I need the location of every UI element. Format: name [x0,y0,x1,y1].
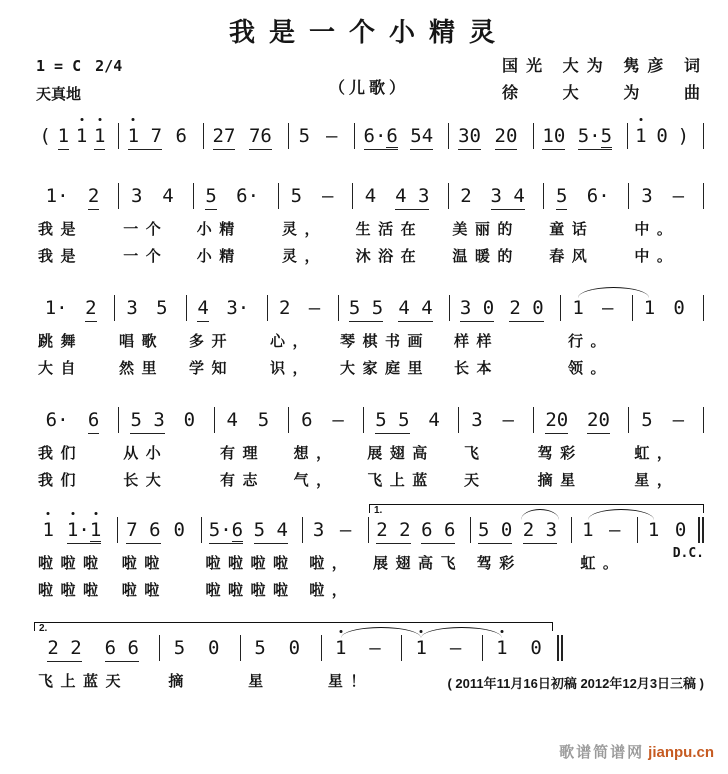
note: 5 [290,185,303,207]
notes-wrap [34,171,704,215]
lyrics-wrap [34,552,704,576]
note: 20 [587,409,610,434]
notes-row [34,171,704,215]
lyrics-wrap [34,442,704,466]
key-time-signature [36,57,136,75]
note: 1 [334,637,347,659]
lyric-segment [634,357,704,381]
note: 5 [298,125,311,147]
draft-note: ( 2011年11月16日初稿 2012年12月3日三稿 ) [447,676,704,691]
measure [355,125,449,155]
note: – [369,637,381,659]
note: 5 [257,409,270,431]
note: 1 [42,519,54,541]
lyric-segment: 气， [293,473,339,489]
note: 5 [556,185,567,210]
note: 6 [301,409,313,431]
measure [303,519,369,549]
note-group [578,125,612,150]
measure [450,297,561,327]
note: 5 [156,297,168,319]
lyrics-row [34,357,704,381]
note: 2 [88,185,99,210]
measure [534,125,628,155]
lyric-segment: 沐浴在 [355,249,424,265]
measure [402,637,483,667]
lyric-segment: 飞 [463,446,487,462]
measure [34,637,160,667]
note: 0 [183,409,196,431]
lyric-segment: 春风 [549,249,595,265]
measure [628,125,704,155]
measure [369,519,471,549]
note [139,125,150,150]
note: – [325,125,338,147]
note: 6· [236,185,260,207]
note: 3· [226,297,250,319]
lyric-segment: 天 [463,473,487,489]
measure [449,125,534,155]
note: 4 [226,409,238,431]
measure [279,185,354,215]
note: – [321,185,334,207]
lyric-segment: 我们 [38,473,84,489]
note: 7 [151,125,162,150]
note: 2 0 [509,297,543,322]
system-intro [34,111,704,155]
note: 1 [415,637,427,659]
measure [34,125,119,155]
note: – [339,519,352,541]
lyric-segment [369,579,473,603]
system-verse-c [34,395,704,493]
lyric-segment: 行。 [568,334,614,350]
lyric-segment: 灵， [282,249,328,265]
measure [119,125,204,155]
note: 5 5 [375,409,409,434]
note: – [449,637,462,659]
note: 5 4 [254,519,288,544]
note: 1 [582,519,594,541]
note-group [67,519,101,544]
system-verse-a [34,171,704,269]
note: 0 [673,297,685,319]
lyric-segment: 童话 [549,222,595,238]
key-signature: 1 = C [36,57,82,75]
volta-bracket [369,504,704,516]
note: 4 3 [395,185,429,210]
measure [289,125,356,155]
note: 6· [586,185,610,207]
volta-bracket [34,622,553,634]
lyric-segment: 从小 [123,446,169,462]
note: 4 [162,185,174,207]
lyrics-wrap [34,330,704,354]
note: 1 [635,125,647,147]
note: 3 [312,519,325,541]
lyric-segment: 学知 [189,361,235,377]
measure [241,637,322,667]
measure [34,297,115,327]
note: 3 [471,409,483,431]
watermark-site: 歌谱简谱网 [559,744,645,761]
note: 5 3 [130,409,164,434]
note: 1 [128,125,139,150]
lyrics-row [34,442,704,466]
lyric-segment: 驾彩 [537,446,583,462]
lyric-segment: 啦啦 [121,556,167,572]
page-title: 我是一个小精灵 [228,18,509,47]
lyric-segment: 一个 [123,249,169,265]
note: 0 [656,125,668,147]
note: 4 [428,409,440,431]
note: 30 [458,125,481,150]
note: 1 [94,125,105,150]
note: 6· [364,125,387,150]
lyric-segment: 啦， [309,556,355,572]
note: 5 5 [349,297,383,322]
measure [629,409,704,439]
measure [268,297,339,327]
lyric-segment: 跳舞 [38,334,84,350]
note: 6 [175,125,187,147]
note: 27 [213,125,236,150]
lyric-segment: 多开 [189,334,235,350]
note: 0 [173,519,185,541]
measure [572,519,638,549]
lyric-segment: 生活在 [355,222,424,238]
notes-row [34,395,704,439]
composer-credit: 徐 大 为 曲 [502,85,700,102]
system-verse-b [34,283,704,381]
note-group [128,125,162,150]
measure [34,519,118,549]
lyric-segment: 我是 [38,222,84,238]
measure [119,409,214,439]
measure [633,297,704,327]
barline [703,407,704,433]
barline [557,635,563,661]
note: 54 [410,125,433,150]
note: – [332,409,344,431]
lyric-segment: 虹， [634,446,680,462]
note: 6 [88,409,99,434]
lyric-segment: 摘 [168,674,191,690]
lyric-segment: 领。 [568,361,614,377]
note: 2 3 [523,519,557,544]
note: 0 [674,519,687,541]
lyric-segment: 长本 [454,361,500,377]
lyric-segment: 驾彩 [476,556,522,572]
measure [471,519,573,549]
credits-block [502,53,700,107]
note: 76 [249,125,272,150]
system-la-section-volta1 [34,499,704,603]
volta-label: 2. [39,623,48,634]
lyrics-row [34,245,704,269]
measure [483,637,564,667]
note: 10 [542,125,565,150]
lyric-segment: 唱歌 [119,334,165,350]
lyric-segment: 想， [293,446,339,462]
lyrics-row [34,670,704,694]
lyrics-wrap [34,469,704,493]
time-signature: 2/4 [95,57,123,75]
note: 3 [641,185,653,207]
note: 0 [288,637,301,659]
lyrics-row [34,218,704,242]
lyric-segment: 美丽的 [452,222,520,238]
note: 20 [545,409,568,434]
lyric-segment: 心， [270,334,316,350]
note: 1· [44,297,68,319]
note: ( [39,125,51,147]
note: 1 [572,297,584,319]
measure [119,185,194,215]
lyrics-row [34,552,704,576]
notes-row [34,111,704,155]
note: 5 [601,125,612,150]
note: 0 [208,637,220,659]
tempo-marking: 天真地 [36,86,82,103]
note: 5 [173,637,186,659]
note: 6· [45,409,69,431]
lyric-segment: 我们 [38,446,84,462]
lyric-segment: 展翅高飞 [373,556,464,572]
measure [289,409,364,439]
lyric-segment: 样样 [454,334,500,350]
lyric-segment [473,579,577,603]
measure [34,185,119,215]
lyric-segment: 中。 [634,222,680,238]
note: 4 [364,185,377,207]
note: 1 [496,637,508,659]
note: 3 4 [491,185,525,210]
lyric-segment: 有志 [220,473,266,489]
note: 5· [578,125,601,150]
measure [115,297,186,327]
lyric-segment: 大家庭里 [340,361,431,377]
note: – [502,409,514,431]
measure [544,185,629,215]
measure [215,409,290,439]
lyric-segment: 飞上蓝天 [38,674,129,690]
note: 20 [495,125,518,150]
note: 5 0 [478,519,512,544]
note: 2 [85,297,96,322]
barline [703,183,704,209]
measure [449,185,544,215]
lyrics-row [34,469,704,493]
lyric-segment: 长大 [123,473,169,489]
lyric-segment: 一个 [123,222,169,238]
lyric-segment: 啦， [309,583,355,599]
lyrics-row [34,579,704,603]
lyric-segment: 星， [634,473,680,489]
lyric-segment: 温暖的 [452,249,520,265]
lyrics-wrap [34,218,704,242]
lyric-segment: 灵， [282,222,328,238]
lyric-segment: 啦啦啦啦 [205,583,296,599]
lyrics-wrap [34,245,704,269]
barline [703,295,704,321]
lyric-segment: 星！ [327,674,373,690]
lyric-segment: 飞上蓝 [367,473,435,489]
note: 1 [647,519,660,541]
lyric-segment: 我是 [38,249,84,265]
measure [187,297,268,327]
lyric-segment: 识， [270,361,316,377]
watermark-url: jianpu.cn [648,744,714,761]
note-group [209,519,243,544]
note: 2 2 [47,637,81,662]
lyrics-wrap [34,579,704,603]
lyric-segment: 摘星 [537,473,583,489]
header-block [34,51,704,111]
note: 3 [130,185,143,207]
note: – [672,409,685,431]
note: – [308,297,321,319]
subtitle: （儿歌） [328,80,409,97]
lyric-segment [640,579,704,603]
dc-label: D.C. [672,546,704,561]
note: 6 [232,519,243,544]
lyric-segment [576,579,640,603]
note: 1· [45,185,69,207]
volta-label: 1. [374,505,383,516]
note: · [78,519,89,544]
lyrics-wrap [34,357,704,381]
lyric-segment: 星 [248,674,271,690]
lyric-segment: 然里 [119,361,165,377]
note: 6 [386,125,397,150]
measure [118,519,202,549]
note: 4 [197,297,208,322]
measure [364,409,459,439]
note: 4 4 [398,297,432,322]
notes-wrap [34,111,704,155]
barline [703,123,704,149]
note: ) [677,125,690,147]
note: 2 [279,297,291,319]
measure [204,125,289,155]
lyric-segment: 中。 [634,249,680,265]
note: 2 2 [376,519,410,544]
lyric-segment: 啦啦啦啦 [205,556,296,572]
measure [638,519,704,549]
note: 5 [641,409,653,431]
note: 1 [67,519,78,544]
lyric-segment: 琴棋书画 [340,334,431,350]
note: 5 [254,637,266,659]
lyrics-row [34,330,704,354]
note: 3 0 [460,297,494,322]
lyric-segment [634,330,704,354]
note: 6 6 [105,637,139,662]
measure [534,409,629,439]
measure [339,297,450,327]
measure [353,185,448,215]
note: 5 [205,185,216,210]
lyric-segment: 虹。 [580,556,626,572]
system-ending-volta2 [34,617,704,694]
note: – [602,297,614,319]
systems-container [34,111,704,694]
note: 2 [460,185,472,207]
note: 1 [643,297,656,319]
note: 0 [530,637,542,659]
notes-wrap [34,395,704,439]
note: 3 [126,297,138,319]
measure [202,519,304,549]
lyric-segment: 小精 [196,249,242,265]
lyric-segment: 有理 [220,446,266,462]
lyric-segment: 啦啦啦 [38,583,106,599]
lyric-segment: 啦啦啦 [38,556,106,572]
note: 6 6 [421,519,455,544]
note: 5· [209,519,232,544]
note: – [609,519,621,541]
lyric-segment: 小精 [196,222,242,238]
note: 1 [90,519,101,544]
note: 7 6 [126,519,160,544]
measure [459,409,534,439]
watermark [559,741,714,762]
measure [34,409,119,439]
note-group [364,125,398,150]
lyric-segment: 大自 [38,361,84,377]
lyric-segment: 展翅高 [367,446,435,462]
measure [629,185,704,215]
measure [322,637,403,667]
note: 1 [75,125,88,147]
note: – [672,185,685,207]
lyric-segment: 啦啦 [121,583,167,599]
note: 1 [58,125,69,150]
measure [561,297,632,327]
measure [160,637,241,667]
measure [194,185,279,215]
barline [698,517,704,543]
lyricist-credit: 国光 大为 隽彦 词 [502,58,700,75]
